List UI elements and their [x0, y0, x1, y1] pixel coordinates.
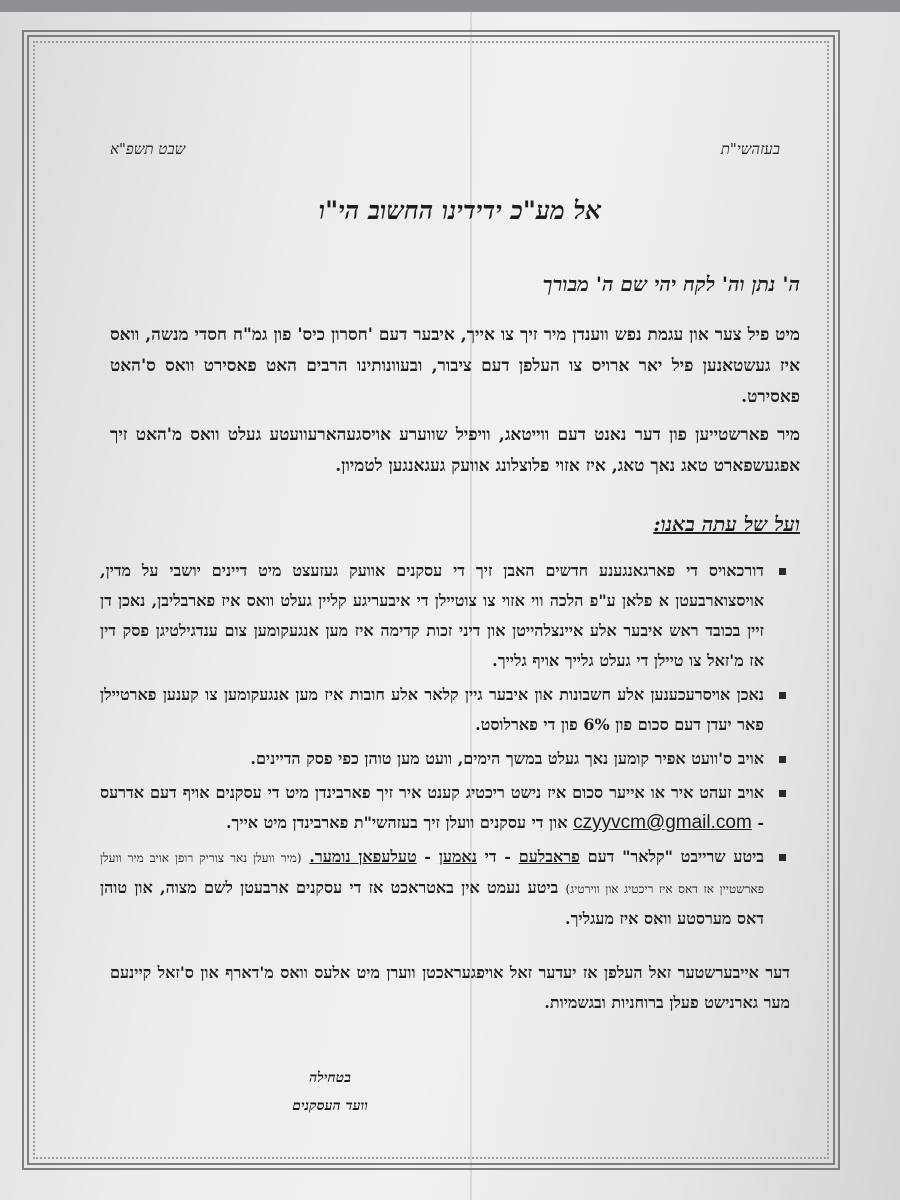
bullet-emphasis: נאמען	[438, 847, 477, 866]
bullet-text: אויב ס'וועט אפיר קומען נאך געלט במשך הימים, וועט מען טוהן כפי פסק הדיינים.	[250, 749, 764, 768]
paragraph-2: מיר פארשטייען פון דער נאנט דעם ווייטאג, וויפיל שווערע אויסגעהארעוועטע געלט וואס מ'האט זיך אפגעשפארט טאג נאך טאג, איז אזוי פלוצלונג אוועק געגאנגען לטמיון.	[110, 425, 800, 476]
list-item	[100, 744, 790, 774]
email-address: czyyvcm@gmail.com	[573, 812, 752, 833]
bullet-text: דורכאויס די פארגאנגענע חדשים האבן זיך די עסקנים אוועק געזעצט מיט דיינים יושבי על מדין, אויסצוארבעטן א פלאן ע"פ הלכה ווי אזוי צו צוטיילן די איבעריגע קליין געלט וואס איז פארבליבן, נאכן דן זיין בכובד ראש איבער אלע איינצלהייטן און דיני זכות קדימה איז מען אנגעקומען צום ענדגילטיגן פסק דין אז מ'זאל צו טיילן די געלט גלייך אויף גלייך.	[100, 561, 764, 670]
signature-line-2: וועד העסקנים	[292, 1098, 368, 1114]
bullet-emphasis: טעלעפאן נומער.	[309, 847, 417, 866]
list-item	[100, 680, 790, 740]
letter-title: אל מע"כ ידידינו החשוב הי"ו	[318, 196, 602, 225]
bullet-text: אויב זעהט איר או אייער סכום איז נישט ריכטיג קענט איר זיך פארבינדן מיט די עסקנים אויף דעם אדרעס -	[100, 783, 765, 832]
bullet-square-icon	[779, 756, 786, 763]
signature-line-1: בטחילה	[309, 1070, 351, 1086]
bullet-text: ביטע שרייבט "קלאר" דעם	[587, 847, 765, 866]
bullet-text: ביטע נעמט אין באטראכט אז די עסקנים ארבעטן לשם מצוה, און טוהן דאס מערסטע וואס איז מעגליך.	[100, 878, 764, 928]
section-heading: ועל של עתה באנו:	[653, 512, 800, 536]
bullet-emphasis: פראבלעם	[518, 847, 580, 866]
bullet-note: (מיר וועלן נאר צוריק רופן אויב מיר וועלן פארשטיין אז דאס איז ריכטיג און ווירטיג)	[100, 851, 764, 896]
letter-subtitle: ה' נתן וה' לקח יהי שם ה' מבורך	[542, 272, 800, 296]
bullet-square-icon	[779, 790, 786, 797]
bullet-square-icon	[779, 692, 786, 699]
bullet-text: - די	[484, 847, 511, 866]
list-item	[100, 842, 790, 934]
bullet-text: -	[424, 847, 432, 866]
list-item	[100, 778, 790, 838]
bullet-square-icon	[779, 568, 786, 575]
letter-date: שבט תשפ"א	[110, 140, 186, 158]
list-item	[100, 556, 790, 676]
closing-paragraph: דער אייבערשטער זאל העלפן אז יעדער זאל אויפגעראכטן ווערן מיט אלעס וואס מ'דארף און ס'זאל קיינעם מער גארנישט פעלן ברוחניות ובגשמיות.	[110, 963, 790, 1012]
bullet-list	[100, 556, 790, 938]
bullet-text: און די עסקנים וועלן זיך בעזהשי"ת פארבינדן מיט אייך.	[225, 813, 568, 832]
opening-abbreviation: בעזהשי"ת	[720, 140, 780, 158]
bullet-text: נאכן אויסרעכענען אלע חשבונות און איבער גיין קלאר אלע חובות איז מען אנגעקומען צו קענען פארטיילן פאר יעדן דעם סכום פון 6% פון די פארלוסט.	[100, 685, 765, 734]
bullet-square-icon	[779, 854, 786, 861]
paragraph-1: מיט פיל צער און עגמת נפש ווענדן מיר זיך צו אייך, איבער דעם 'חסרון כיס' פון גמ"ח חסדי מנשה, וואס איז געשטאנען פיל יאר ארויס צו העלפן דעם ציבור, ובעוונותינו הרבים האט פאסירט וואס ס'האט פאסירט.	[110, 325, 800, 407]
